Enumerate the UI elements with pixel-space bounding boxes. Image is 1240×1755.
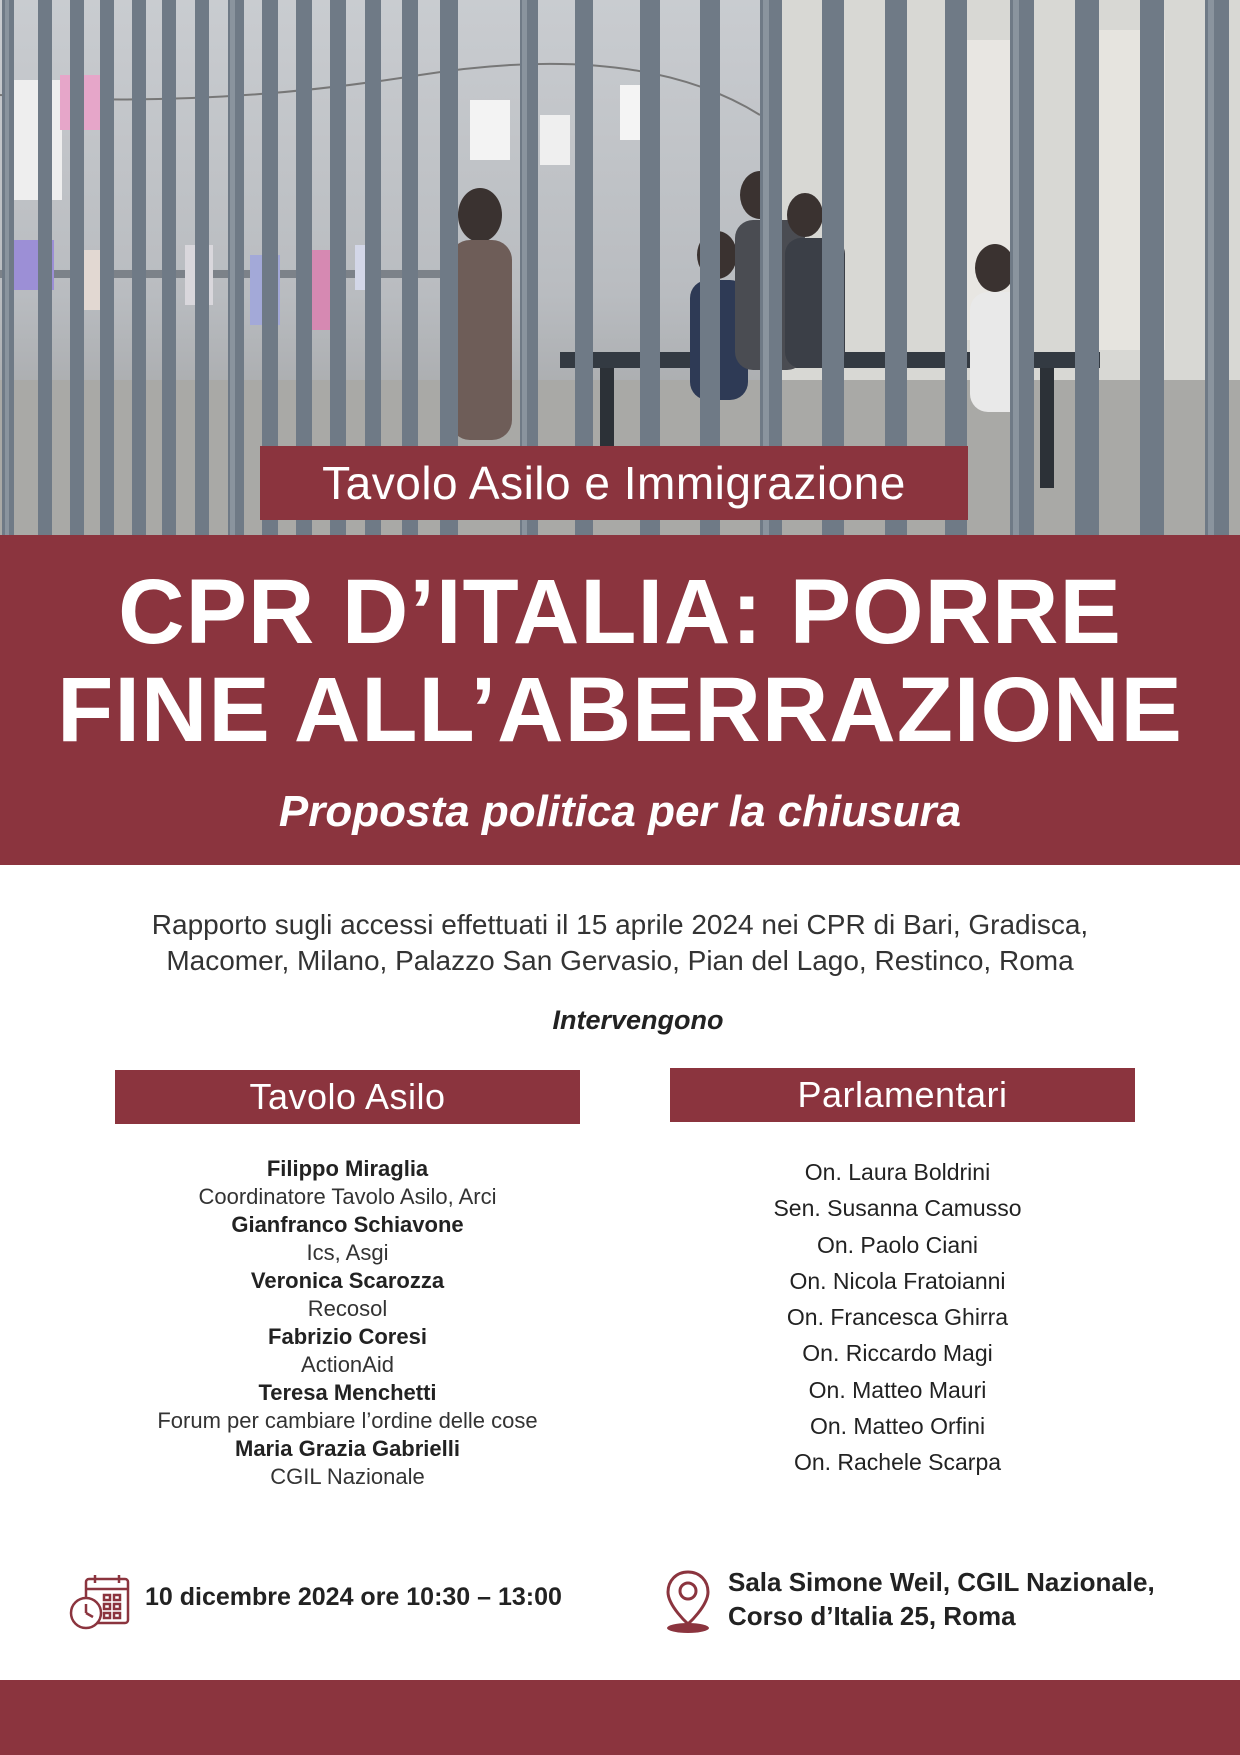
speaker-name: Fabrizio Coresi xyxy=(268,1324,427,1349)
speaker-role: Recosol xyxy=(307,1296,388,1321)
report-line-1: Rapporto sugli accessi effettuati il 15 aprile 2024 nei CPR di Bari, Gradisca, xyxy=(151,909,1089,940)
speaker-name: Teresa Menchetti xyxy=(258,1380,437,1405)
event-venue xyxy=(728,1565,1208,1633)
mp-item: On. Francesca Ghirra xyxy=(786,1304,1009,1331)
speaker-name: Maria Grazia Gabrielli xyxy=(235,1436,460,1461)
mp-item: On. Rachele Scarpa xyxy=(793,1449,1002,1476)
speaker-role: Coordinatore Tavolo Asilo, Arci xyxy=(198,1184,497,1209)
report-description xyxy=(100,907,1140,979)
organization-label: Tavolo Asilo e Immigrazione xyxy=(260,446,968,520)
speaker-role: ActionAid xyxy=(301,1352,394,1377)
mp-item: On. Riccardo Magi xyxy=(802,1340,993,1367)
mp-item: On. Paolo Ciani xyxy=(816,1231,979,1258)
tavolo-asilo-speakers xyxy=(115,1155,580,1491)
speakers-intro: Intervengono xyxy=(552,1005,724,1035)
subtitle: Proposta politica per la chiusura xyxy=(278,787,962,836)
speaker-name: Filippo Miraglia xyxy=(266,1156,429,1181)
speaker-name: Veronica Scarozza xyxy=(250,1268,445,1293)
mp-item: On. Nicola Fratoianni xyxy=(789,1267,1006,1294)
parlamentari-heading: Parlamentari xyxy=(670,1068,1135,1122)
venue-line-2: Corso d’Italia 25, Roma xyxy=(728,1601,1016,1631)
mp-item: Sen. Susanna Camusso xyxy=(773,1195,1022,1222)
main-title-line-2: FINE ALL’ABERRAZIONE xyxy=(57,659,1183,761)
mp-item: On. Matteo Orfini xyxy=(809,1413,986,1440)
mp-item: On. Matteo Mauri xyxy=(808,1376,987,1403)
calendar-clock-icon xyxy=(68,1573,132,1633)
main-title-line-1: CPR D’ITALIA: PORRE xyxy=(118,561,1122,663)
main-title xyxy=(0,563,1240,759)
speaker-role: Ics, Asgi xyxy=(306,1240,389,1265)
footer-bar xyxy=(0,1680,1240,1755)
report-line-2: Macomer, Milano, Palazzo San Gervasio, Pian del Lago, Restinco, Roma xyxy=(166,945,1074,976)
speaker-role: Forum per cambiare l’ordine delle cose xyxy=(157,1408,538,1433)
venue-line-1: Sala Simone Weil, CGIL Nazionale, xyxy=(728,1567,1155,1597)
tavolo-asilo-heading: Tavolo Asilo xyxy=(115,1070,580,1124)
speaker-name: Gianfranco Schiavone xyxy=(231,1212,464,1237)
title-band xyxy=(0,535,1240,865)
parlamentari-list xyxy=(670,1154,1125,1481)
hero-photo xyxy=(0,0,1240,535)
map-pin-icon xyxy=(663,1568,713,1634)
event-date: 10 dicembre 2024 ore 10:30 – 13:00 xyxy=(145,1583,562,1611)
mp-item: On. Laura Boldrini xyxy=(804,1159,991,1185)
speaker-role: CGIL Nazionale xyxy=(270,1464,425,1489)
